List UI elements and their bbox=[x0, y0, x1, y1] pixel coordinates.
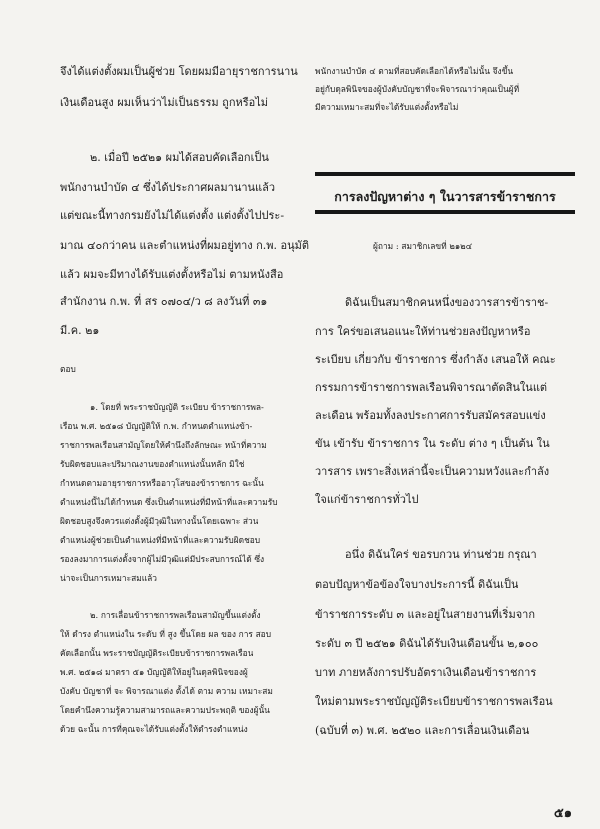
page-number: ๕๑ bbox=[553, 806, 572, 821]
text-line: ด้วย ฉะนั้น การที่คุณจะได้รับแต่งตั้งให้ดำรงตำแหน่ง bbox=[60, 724, 248, 734]
text-line: มี.ค. ๒๑ bbox=[60, 324, 100, 337]
text-line: รับผิดชอบและปริมาณงานของตำแหน่งนั้นหลัก มิใช่ bbox=[60, 459, 245, 469]
section-title: การลงปัญหาต่าง ๆ ในวารสารข้าราชการ bbox=[334, 189, 556, 204]
text-line: ๒. การเลื่อนข้าราชการพลเรือนสามัญขึ้นแต่งตั้ง bbox=[90, 610, 261, 620]
text-line: คัดเลือกนั้น พระราชบัญญัติระเบียบข้าราชการพลเรือน bbox=[60, 648, 254, 658]
text-line: ระเบียบ เกี่ยวกับ ข้าราชการ ซึ่งกำลัง เสนอให้ คณะ bbox=[315, 353, 556, 366]
text-line: เงินเดือนสูง ผมเห็นว่าไม่เป็นธรรม ถูกหรือไม่ bbox=[60, 96, 269, 109]
text-line: บังคับ บัญชาที่ จะ พิจารณาแต่ง ตั้งได้ ตาม ความ เหมาะสม bbox=[60, 686, 273, 696]
text-line: บาท ภายหลังการปรับอัตราเงินเดือนข้าราชการ bbox=[315, 666, 537, 679]
text-line: ๒. เมื่อปี ๒๕๒๑ ผมได้สอบคัดเลือกเป็น bbox=[90, 151, 269, 164]
text-line: การ ใคร่ขอเสนอแนะให้ท่านช่วยลงปัญหาหรือ bbox=[315, 325, 531, 338]
text-line: ใหม่ตามพระราชบัญญัติระเบียบข้าราชการพลเรือน bbox=[315, 695, 553, 708]
text-line: อนึ่ง ดิฉันใคร่ ขอรบกวน ท่านช่วย กรุณา bbox=[345, 548, 537, 561]
text-line: ตอบปัญหาข้อข้องใจบางประการนี้ ดิฉันเป็น bbox=[315, 578, 519, 591]
text-line: ๑. โดยที่ พระราชบัญญัติ ระเบียบ ข้าราชการพล- bbox=[90, 402, 264, 412]
text-line: ระดับ ๓ ปี ๒๕๒๑ ดิฉันได้รับเงินเดือนขั้น ๒,๑๐๐ bbox=[315, 637, 539, 650]
text-line: ให้ ดำรง ตำแหน่งใน ระดับ ที่ สูง ขึ้นโดย ผล ของ การ สอบ bbox=[60, 629, 272, 639]
text-line: แต่ขณะนี้ทางกรมยังไม่ได้แต่งตั้ง แต่งตั้งไปประ- bbox=[60, 209, 285, 222]
text-line: สำนักงาน ก.พ. ที่ สร ๐๗๐๔/ว ๘ ลงวันที่ ๓๑ bbox=[60, 295, 268, 308]
text-line: ใจแก่ข้าราชการทั่วไป bbox=[315, 493, 419, 506]
text-line: พ.ศ. ๒๕๑๘ มาตรา ๕๑ บัญญัติให้อยู่ในดุลพินิจของผู้ bbox=[60, 667, 248, 677]
text-line: ข้าราชการระดับ ๓ และอยู่ในสายงานที่เริ่มจาก bbox=[315, 608, 535, 621]
answer-label: ตอบ bbox=[60, 364, 76, 374]
text-line: กรรมการข้าราชการพลเรือนพิจารณาตัดสินในแต่ bbox=[315, 381, 548, 394]
text-line: น่าจะเป็นการเหมาะสมแล้ว bbox=[60, 573, 157, 583]
text-line: ตำแหน่งผู้ช่วยเป็นตำแหน่งที่มีหน้าที่และความรับผิดชอบ bbox=[60, 535, 261, 545]
section-header bbox=[315, 172, 575, 214]
text-line: ละเดือน พร้อมทั้งลงประกาศการรับสมัครสอบแข่ง bbox=[315, 409, 546, 422]
text-line: อยู่กับดุลพินิจของผู้บังคับบัญชาที่จะพิจารณาว่าคุณเป็นผู้ที่ bbox=[315, 84, 520, 94]
text-line: กำหนดตามอายุราชการหรืออาวุโสของข้าราชการ ฉะนั้น bbox=[60, 478, 264, 488]
text-line: มีความเหมาะสมที่จะได้รับแต่งตั้งหรือไม่ bbox=[315, 102, 459, 112]
text-line: โดยคำนึงความรู้ความสามารถและความประพฤติ ของผู้นั้น bbox=[60, 705, 270, 715]
text-line: มาณ ๔๐กว่าคน และตำแหน่งที่ผมอยู่ทาง ก.พ. อนุมัติ bbox=[60, 239, 310, 252]
text-line: ตำแหน่งนี้ไม่ได้กำหนด ซึ่งเป็นตำแหน่งที่มีหน้าที่และความรับ bbox=[60, 497, 278, 507]
text-line: (ฉบับที่ ๓) พ.ศ. ๒๕๒๐ และการเลื่อนเงินเดือน bbox=[315, 724, 530, 737]
text-line: แล้ว ผมจะมีทางได้รับแต่งตั้งหรือไม่ ตามหนังสือ bbox=[60, 268, 284, 281]
asker-line: ผู้ถาม : สมาชิกเลขที่ ๒๑๒๔ bbox=[373, 241, 473, 251]
text-line: ดิฉันเป็นสมาชิกคนหนึ่งของวารสารข้าราช- bbox=[345, 296, 549, 309]
text-line: ขัน เข้ารับ ข้าราชการ ใน ระดับ ต่าง ๆ เป็นต้น ใน bbox=[315, 437, 550, 450]
text-line: จึงได้แต่งตั้งผมเป็นผู้ช่วย โดยผมมีอายุราชการนาน bbox=[60, 65, 298, 78]
text-line: ผิดชอบสูงจึงควรแต่งตั้งผู้มีวุฒิในทางนั้นโดยเฉพาะ ส่วน bbox=[60, 516, 259, 526]
text-line: วารสาร เพราะสิ่งเหล่านี้จะเป็นความหวังและกำลัง bbox=[315, 465, 550, 478]
text-line: รองลงมาการแต่งตั้งจากผู้ไม่มีวุฒิแต่มีประสบการณ์ได้ ซึ่ง bbox=[60, 554, 265, 564]
text-line: พนักงานบำบัด ๔ ซึ่งได้ประกาศผลมานานแล้ว bbox=[60, 181, 276, 194]
text-line: ราชการพลเรือนสามัญโดยให้คำนึงถึงลักษณะ หน้าที่ความ bbox=[60, 440, 267, 450]
text-line: เรือน พ.ศ. ๒๕๑๘ บัญญัติให้ ก.พ. กำหนดตำแหน่งข้า- bbox=[60, 421, 253, 431]
text-line: พนักงานบำบัด ๔ ตามที่สอบคัดเลือกได้หรือไม่นั้น จึงขึ้น bbox=[315, 66, 514, 76]
